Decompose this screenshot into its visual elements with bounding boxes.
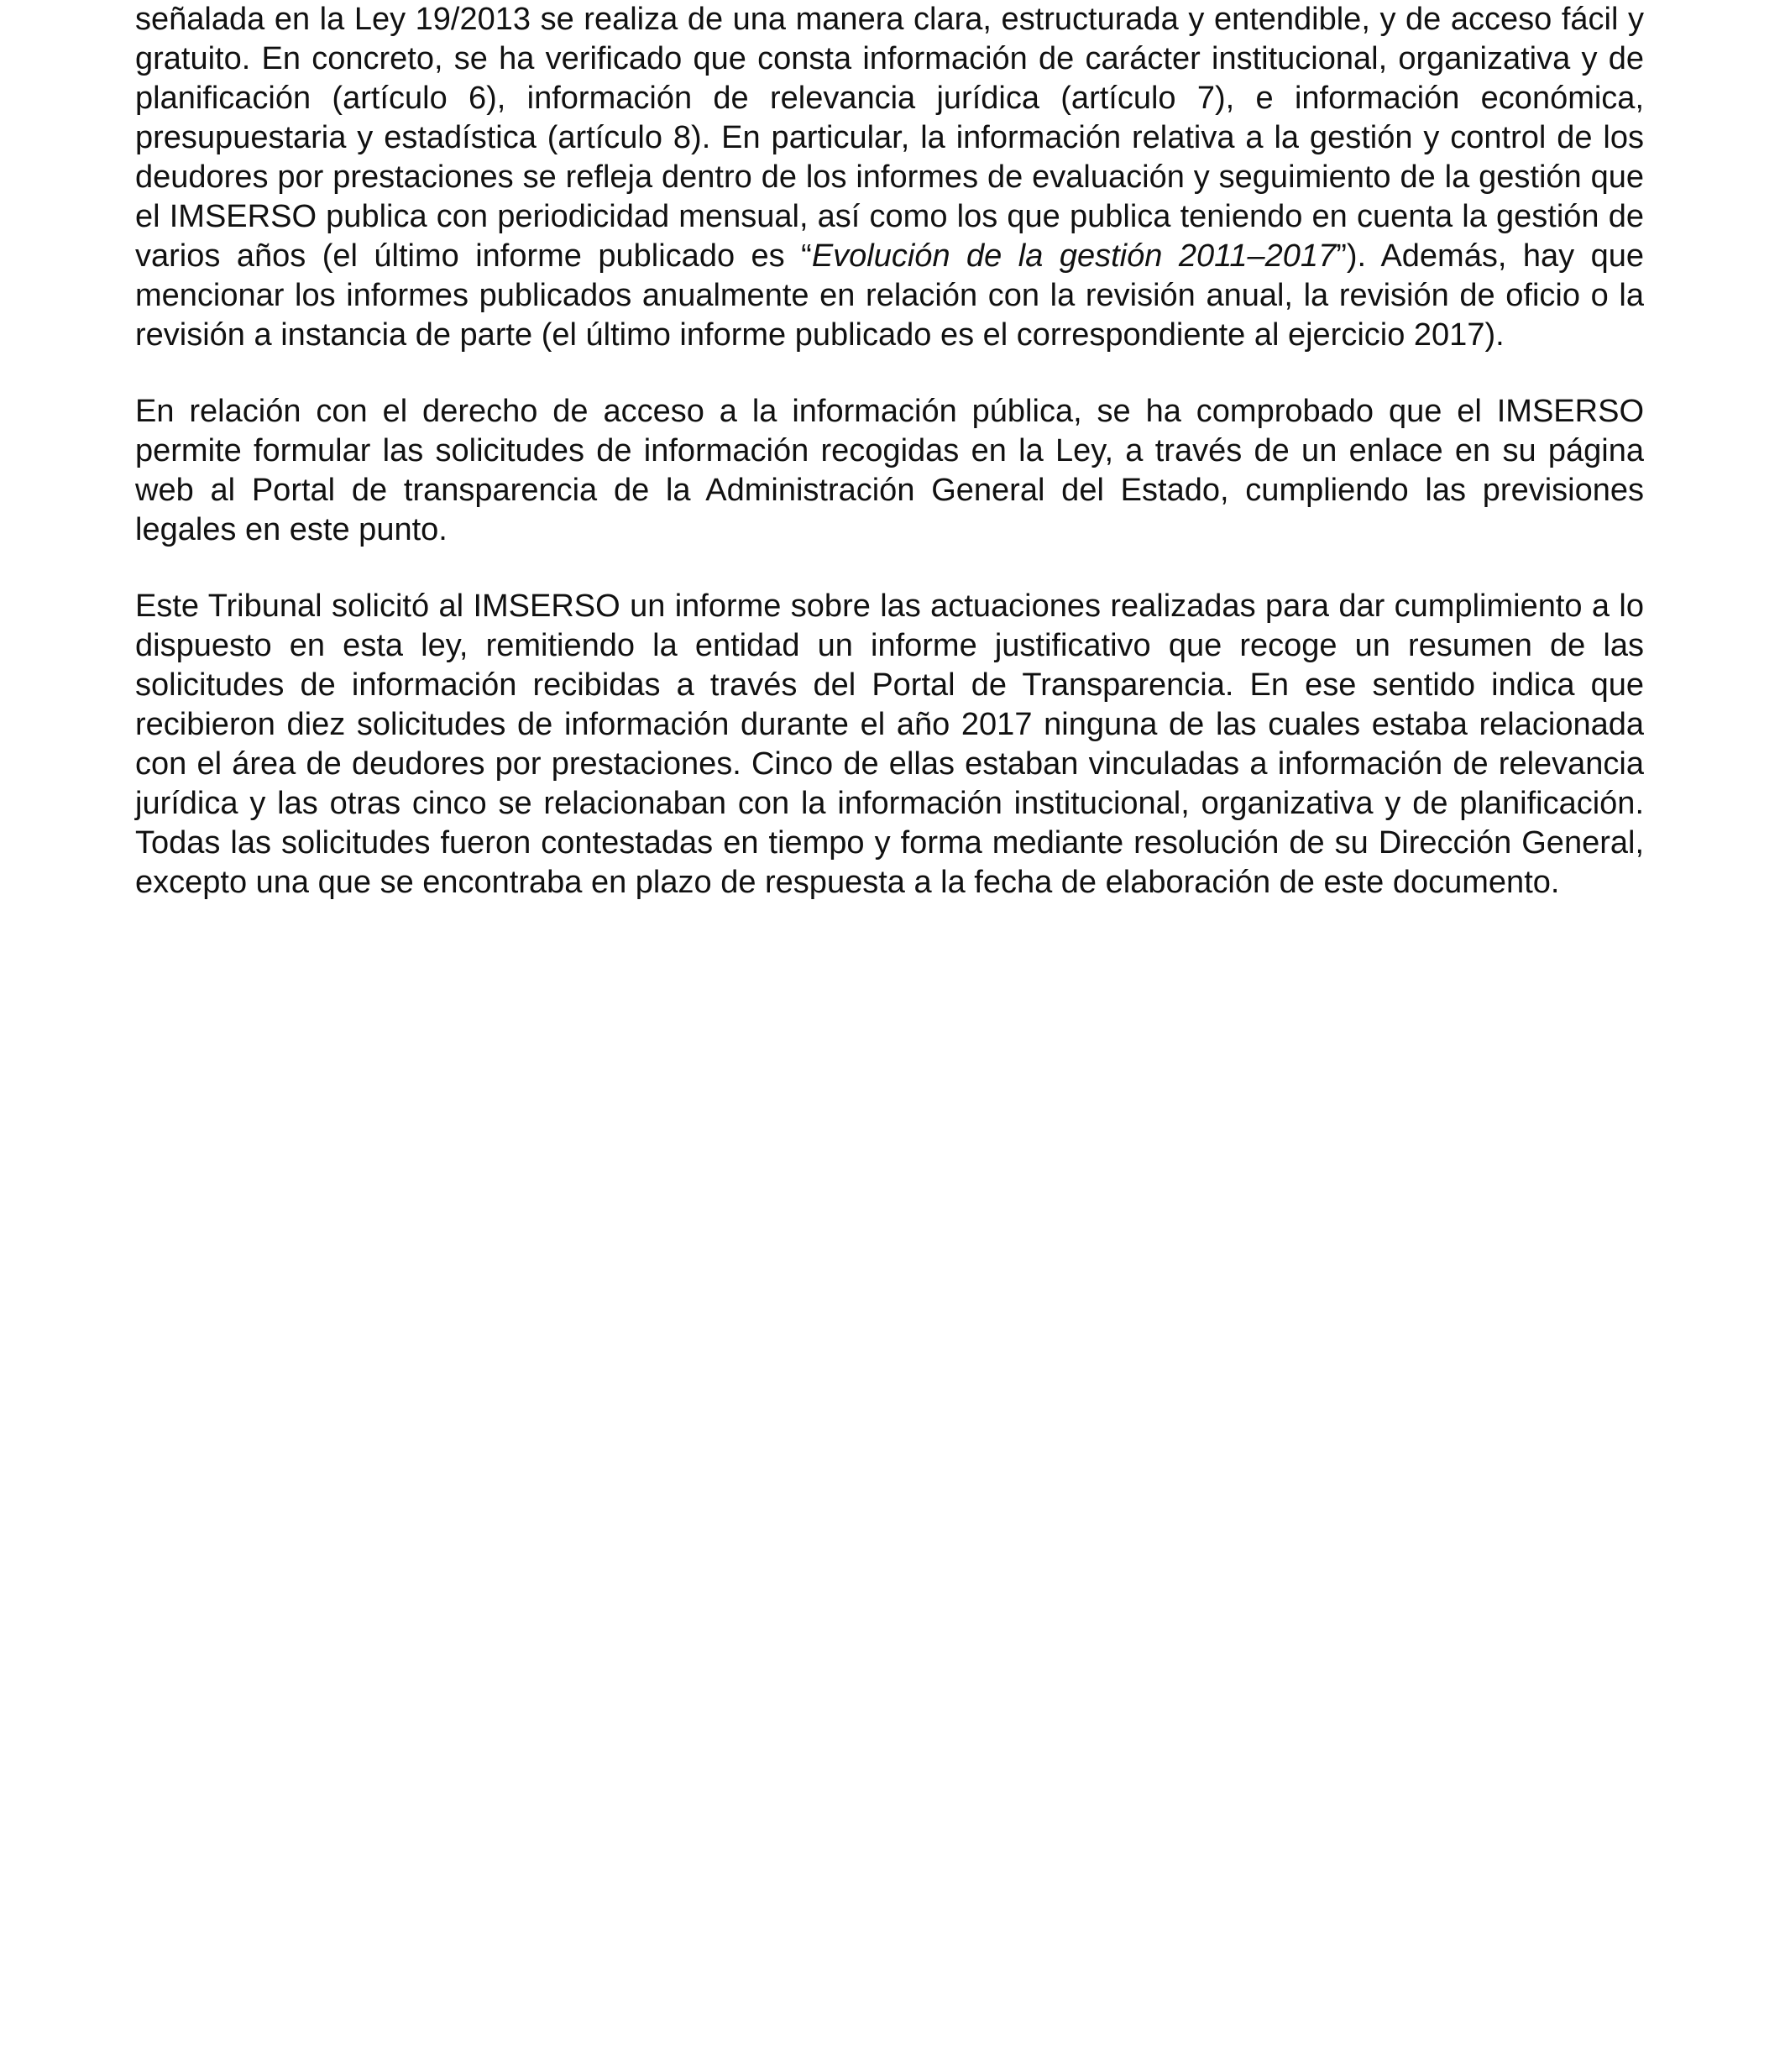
paragraph-tribunal-request: Este Tribunal solicitó al IMSERSO un informe sobre las actuaciones realizadas para dar cumplimiento a lo dispuesto en esta ley, remitiendo la entidad un informe justificativo que recoge un resumen de las solicitudes de información recibidas a través del Portal de Transparencia. En ese sentido indica que recibieron diez solicitudes de información durante el año 2017 ninguna de las cuales estaba relacionada con el área de deudores por prestaciones. Cinco de ellas estaban vinculadas a información de relevancia jurídica y las otras cinco se relacionaban con la información institucional, organizativa y de planificación. Todas las solicitudes fueron contestadas en tiempo y forma mediante resolución de su Dirección General, excepto una que se encontraba en plazo de respuesta a la fecha de elaboración de este documento. [135,589,1644,900]
paragraph-transparency-publication [135,0,1644,355]
report-title-italic: Evolución de la gestión 2011–2017 [811,238,1337,274]
document-body [135,0,1644,903]
paragraph-access-right: En relación con el derecho de acceso a la información pública, se ha comprobado que el IMSERSO permite formular las solicitudes de información recogidas en la Ley, a través de un enlace en su página web al Portal de transparencia de la Administración General del Estado, cumpliendo las previsiones legales en este punto. [135,394,1644,547]
paragraph-1-text-a: señalada en la Ley 19/2013 se realiza de una manera clara, estructurada y entendible, y de acceso fácil y gratuito. En concreto, se ha verificado que consta información de carácter institucional, organizativa y de planificación (artículo 6), información de relevancia jurídica (artículo 7), e información económica, presupuestaria y estadística (artículo 8). En particular, la información relativa a la gestión y control de los deudores por prestaciones se refleja dentro de los informes de evaluación y seguimiento de la gestión que el IMSERSO publica con periodicidad mensual, así como los que publica teniendo en cuenta la gestión de varios años (el último informe publicado es “ [135,2,1644,274]
paragraph-1-text-b: ”). Además, hay que mencionar los informes publicados anualmente en relación con la revisión anual, la revisión de oficio o la revisión a instancia de parte (el último informe publicado es el correspondiente al ejercicio 2017). [135,238,1644,353]
